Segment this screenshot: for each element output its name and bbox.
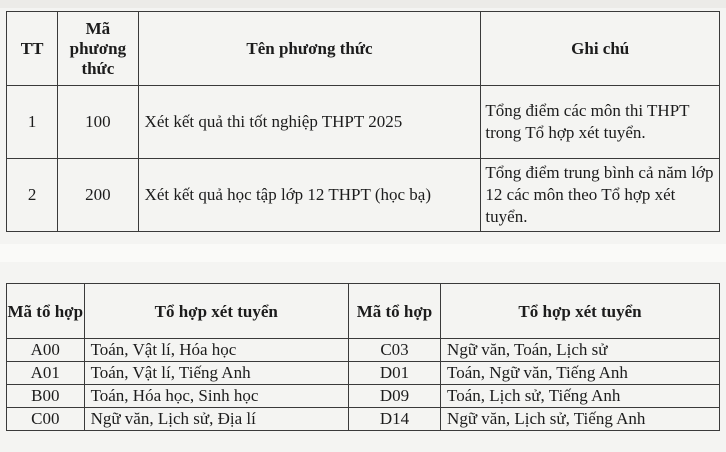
table-row (7, 159, 720, 232)
combo-code: D14 (348, 408, 440, 431)
combo-subjects: Toán, Vật lí, Hóa học (84, 339, 348, 362)
subject-combinations-table (6, 283, 720, 431)
combo-subjects: Toán, Ngữ văn, Tiếng Anh (441, 362, 720, 385)
row-method-name: Xét kết quả thi tốt nghiệp THPT 2025 (138, 86, 481, 159)
combo-subjects: Ngữ văn, Lịch sử, Địa lí (84, 408, 348, 431)
header-note: Ghi chú (481, 12, 720, 86)
header-combo-code-right: Mã tổ hợp (348, 284, 440, 339)
table-header-row (7, 12, 720, 86)
combo-code: A01 (7, 362, 85, 385)
row-method-code: 100 (58, 86, 138, 159)
combo-code: A00 (7, 339, 85, 362)
combo-subjects: Ngữ văn, Lịch sử, Tiếng Anh (441, 408, 720, 431)
combo-subjects: Toán, Hóa học, Sinh học (84, 385, 348, 408)
admission-methods-table (6, 11, 720, 232)
row-note: Tổng điểm các môn thi THPT trong Tổ hợp xét tuyển. (481, 86, 720, 159)
table-row (7, 339, 720, 362)
table-row (7, 86, 720, 159)
table-row (7, 362, 720, 385)
page-separator (0, 244, 726, 262)
combo-code: D09 (348, 385, 440, 408)
table-row (7, 408, 720, 431)
combo-subjects: Toán, Vật lí, Tiếng Anh (84, 362, 348, 385)
combo-code: D01 (348, 362, 440, 385)
row-tt: 2 (7, 159, 58, 232)
row-tt: 1 (7, 86, 58, 159)
table-header-row (7, 284, 720, 339)
row-method-name: Xét kết quả học tập lớp 12 THPT (học bạ) (138, 159, 481, 232)
combo-code: C03 (348, 339, 440, 362)
combo-code: C00 (7, 408, 85, 431)
header-tt: TT (7, 12, 58, 86)
combo-subjects: Ngữ văn, Toán, Lịch sử (441, 339, 720, 362)
top-page-edge (0, 0, 726, 8)
combo-subjects: Toán, Lịch sử, Tiếng Anh (441, 385, 720, 408)
row-note: Tổng điểm trung bình cả năm lớp 12 các môn theo Tổ hợp xét tuyển. (481, 159, 720, 232)
row-method-code: 200 (58, 159, 138, 232)
header-combo-code-left: Mã tổ hợp (7, 284, 85, 339)
combo-code: B00 (7, 385, 85, 408)
header-method-code: Mã phương thức (58, 12, 138, 86)
header-combo-left: Tổ hợp xét tuyển (84, 284, 348, 339)
table-row (7, 385, 720, 408)
header-method-name: Tên phương thức (138, 12, 481, 86)
header-combo-right: Tổ hợp xét tuyển (441, 284, 720, 339)
